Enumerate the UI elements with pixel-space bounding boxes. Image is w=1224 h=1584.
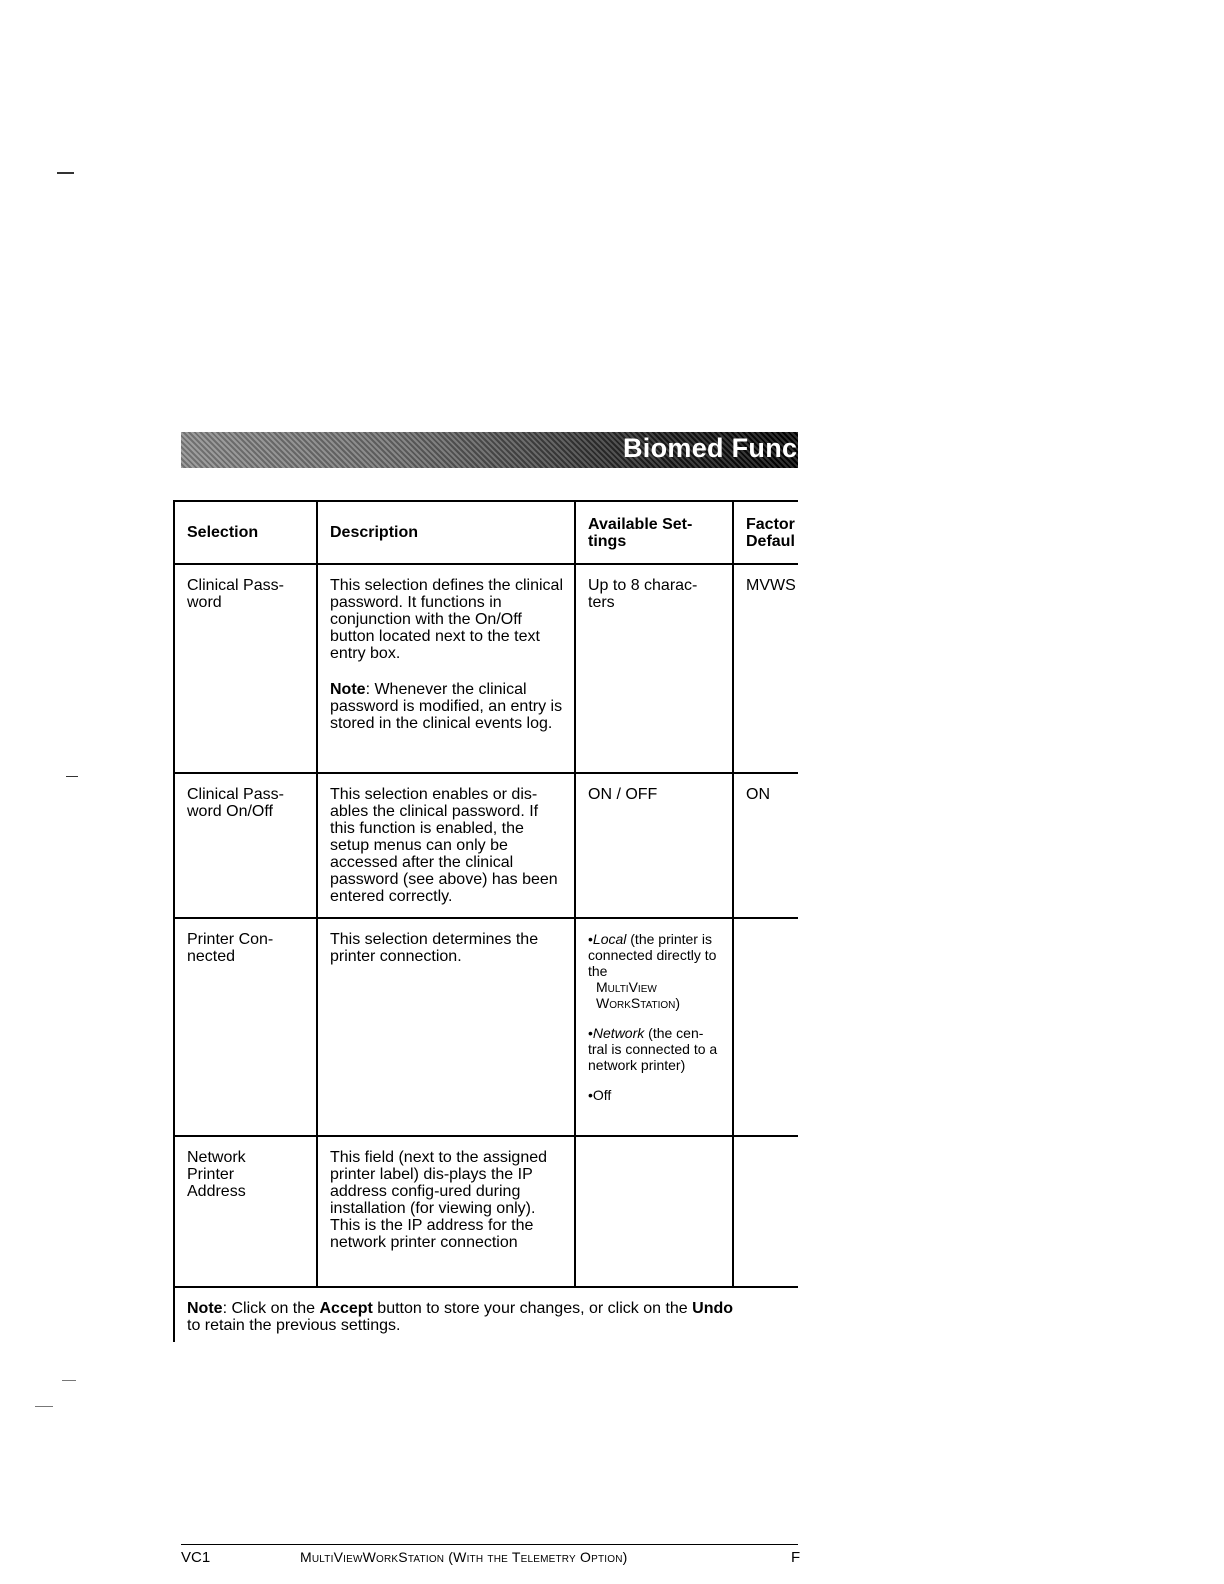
undo-button-reference: Undo	[692, 1300, 734, 1317]
local-term: Local	[592, 931, 627, 947]
settings-cell: Up to 8 charac- ters	[575, 564, 733, 773]
description-text: This field (next to the assigned printer label) dis-plays the IP address config-ured during installation (for viewing only). This is the IP address for the network printer connection	[330, 1149, 548, 1251]
table-row	[174, 1136, 798, 1287]
scan-mark	[35, 1406, 53, 1407]
note-text: button to store your changes, or click on the	[372, 1300, 693, 1317]
network-text: (the cen-tral is connected to a network printer)	[588, 1025, 718, 1073]
description-cell	[317, 918, 575, 1136]
table-row	[174, 918, 798, 1136]
accept-button-reference: Accept	[319, 1300, 373, 1317]
description-cell	[317, 1136, 575, 1287]
selection-cell: Clinical Pass- word	[174, 564, 317, 773]
note-label: Note	[187, 1300, 223, 1317]
settings-table	[173, 500, 798, 1342]
table-header-row	[174, 501, 798, 564]
selection-cell: Clinical Pass- word On/Off	[174, 773, 317, 918]
column-header-available-settings	[575, 501, 733, 564]
network-term: Network	[592, 1025, 645, 1041]
product-name: MultiView WorkStation)	[596, 979, 681, 1011]
local-text: (the printer is connected directly to the	[588, 931, 717, 979]
default-cell	[733, 1136, 798, 1287]
section-banner	[181, 432, 798, 468]
column-header-description: Description	[317, 501, 575, 564]
note-text: : Whenever the clinical password is modified, an entry is stored in the clinical events log.	[330, 681, 563, 732]
setting-option-network: •Network (the cen-tral is connected to a network printer)	[588, 1025, 718, 1073]
settings-cell	[575, 918, 733, 1136]
description-cell	[317, 564, 575, 773]
description-cell	[317, 773, 575, 918]
table-row	[174, 773, 798, 918]
description-note	[330, 681, 564, 732]
description-text: This selection determines the printer connection.	[330, 931, 539, 965]
description-text: This selection defines the clinical password. It functions in conjunction with the On/Off button located next to the text entry box.	[330, 577, 564, 662]
scan-mark	[66, 776, 78, 777]
description-text: This selection enables or dis-ables the clinical password. If this function is enabled, the setup menus can only be accessed after the clinical password (see above) has been entered correctly.	[330, 786, 558, 905]
footer-product-title: MultiViewWorkStation (With the Telemetry Option)	[300, 1549, 628, 1565]
footer-document-code: VC1	[181, 1549, 211, 1566]
note-label: Note	[330, 681, 366, 698]
settings-table-container	[173, 500, 798, 1342]
factory-default-label: Factor Defaul	[746, 515, 795, 550]
scan-mark	[57, 172, 74, 174]
note-text: to retain the previous settings.	[187, 1317, 401, 1334]
column-header-factory-default	[733, 501, 798, 564]
off-text: Off	[592, 1087, 612, 1103]
footer-rule	[181, 1544, 798, 1545]
default-cell: MVWS	[733, 564, 798, 773]
scan-mark	[62, 1380, 76, 1381]
table-row	[174, 564, 798, 773]
selection-cell: Printer Con- nected	[174, 918, 317, 1136]
note-text: : Click on the	[222, 1300, 320, 1317]
settings-cell: ON / OFF	[575, 773, 733, 918]
column-header-selection: Selection	[174, 501, 317, 564]
selection-cell: Network Printer Address	[174, 1136, 317, 1287]
footer-page-fragment: F	[791, 1549, 801, 1566]
default-cell	[733, 918, 798, 1136]
setting-option-off: •Off	[588, 1087, 612, 1103]
table-note	[174, 1287, 798, 1342]
section-title: Biomed Func	[623, 433, 798, 463]
setting-option-local: •Local (the printer is connected directly to the MultiView WorkStation)	[588, 931, 722, 1011]
table-note-row	[174, 1287, 798, 1342]
settings-cell	[575, 1136, 733, 1287]
available-settings-label: Available Set- tings	[588, 515, 693, 550]
default-cell: ON	[733, 773, 798, 918]
